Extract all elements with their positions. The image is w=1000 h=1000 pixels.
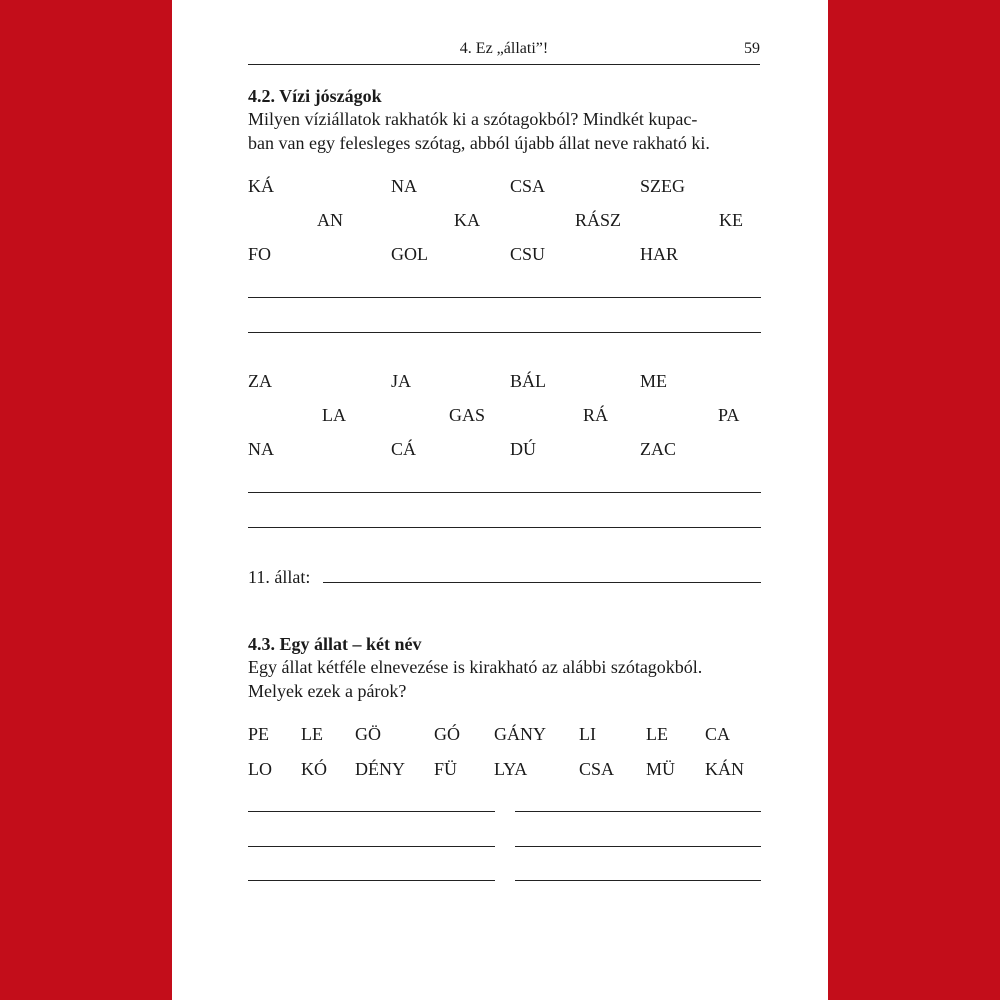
book-page bbox=[172, 0, 828, 1000]
syllable: KE bbox=[719, 210, 743, 230]
answer-line-left[interactable] bbox=[248, 880, 495, 881]
answer-line[interactable] bbox=[248, 527, 761, 528]
running-header bbox=[248, 40, 760, 65]
answer-line-left[interactable] bbox=[248, 846, 495, 847]
syllable: BÁL bbox=[510, 371, 546, 391]
syllable: LA bbox=[322, 405, 346, 425]
syllable: DÉNY bbox=[355, 759, 405, 779]
syllable: GOL bbox=[391, 244, 428, 264]
syllable: ZA bbox=[248, 371, 272, 391]
syllable: CÁ bbox=[391, 439, 417, 459]
section-4-3-text-line-2: Melyek ezek a párok? bbox=[248, 681, 407, 701]
syllable: CSU bbox=[510, 244, 546, 264]
syllable: LI bbox=[579, 724, 596, 744]
chapter-title: 4. Ez „állati”! bbox=[459, 40, 549, 57]
syllable: GÓ bbox=[434, 724, 460, 744]
eleventh-animal-label: 11. állat: bbox=[248, 567, 311, 587]
syllable: JA bbox=[391, 371, 412, 391]
answer-line-right[interactable] bbox=[515, 846, 761, 847]
syllable: SZEG bbox=[640, 176, 685, 196]
syllable: KÓ bbox=[301, 759, 327, 779]
section-4-2-text-line-2: ban van egy felesleges szótag, abból újabb állat neve rakható ki. bbox=[248, 133, 710, 153]
answer-line-right[interactable] bbox=[515, 811, 761, 812]
syllable: PE bbox=[248, 724, 270, 744]
syllable: LE bbox=[646, 724, 668, 744]
answer-line[interactable] bbox=[248, 297, 761, 298]
syllable: DÚ bbox=[510, 439, 536, 459]
answer-line[interactable] bbox=[248, 492, 761, 493]
syllable: KA bbox=[454, 210, 480, 230]
syllable: KÁN bbox=[705, 759, 744, 779]
syllable: FO bbox=[248, 244, 272, 264]
syllable: RÁSZ bbox=[575, 210, 622, 230]
syllable: RÁ bbox=[583, 405, 609, 425]
syllable: NA bbox=[248, 439, 274, 459]
syllable: LYA bbox=[494, 759, 528, 779]
syllable: FÜ bbox=[434, 759, 458, 779]
answer-line-left[interactable] bbox=[248, 811, 495, 812]
syllable: GAS bbox=[449, 405, 486, 425]
syllable: HAR bbox=[640, 244, 679, 264]
syllable: GÖ bbox=[355, 724, 381, 744]
syllable: CSA bbox=[579, 759, 615, 779]
section-heading-4-3: 4.3. Egy állat – két név bbox=[248, 634, 422, 654]
syllable: LE bbox=[301, 724, 323, 744]
syllable: GÁNY bbox=[494, 724, 546, 744]
syllable: CA bbox=[705, 724, 731, 744]
syllable: ZAC bbox=[640, 439, 676, 459]
section-heading-4-2: 4.2. Vízi jószágok bbox=[248, 86, 382, 106]
answer-line[interactable] bbox=[248, 332, 761, 333]
syllable: KÁ bbox=[248, 176, 274, 196]
section-4-2-text-line-1: Milyen víziállatok rakhatók ki a szótagokból? Mindkét kupac- bbox=[248, 109, 698, 129]
syllable: NA bbox=[391, 176, 417, 196]
syllable: ME bbox=[640, 371, 667, 391]
page-number: 59 bbox=[744, 40, 760, 57]
syllable: LO bbox=[248, 759, 272, 779]
syllable: PA bbox=[718, 405, 740, 425]
answer-line-right[interactable] bbox=[515, 880, 761, 881]
syllable: AN bbox=[317, 210, 343, 230]
eleventh-animal-answer-line[interactable] bbox=[323, 582, 761, 583]
syllable: MÜ bbox=[646, 759, 676, 779]
section-4-3-text-line-1: Egy állat kétféle elnevezése is kirakható az alábbi szótagokból. bbox=[248, 657, 703, 677]
syllable: CSA bbox=[510, 176, 546, 196]
